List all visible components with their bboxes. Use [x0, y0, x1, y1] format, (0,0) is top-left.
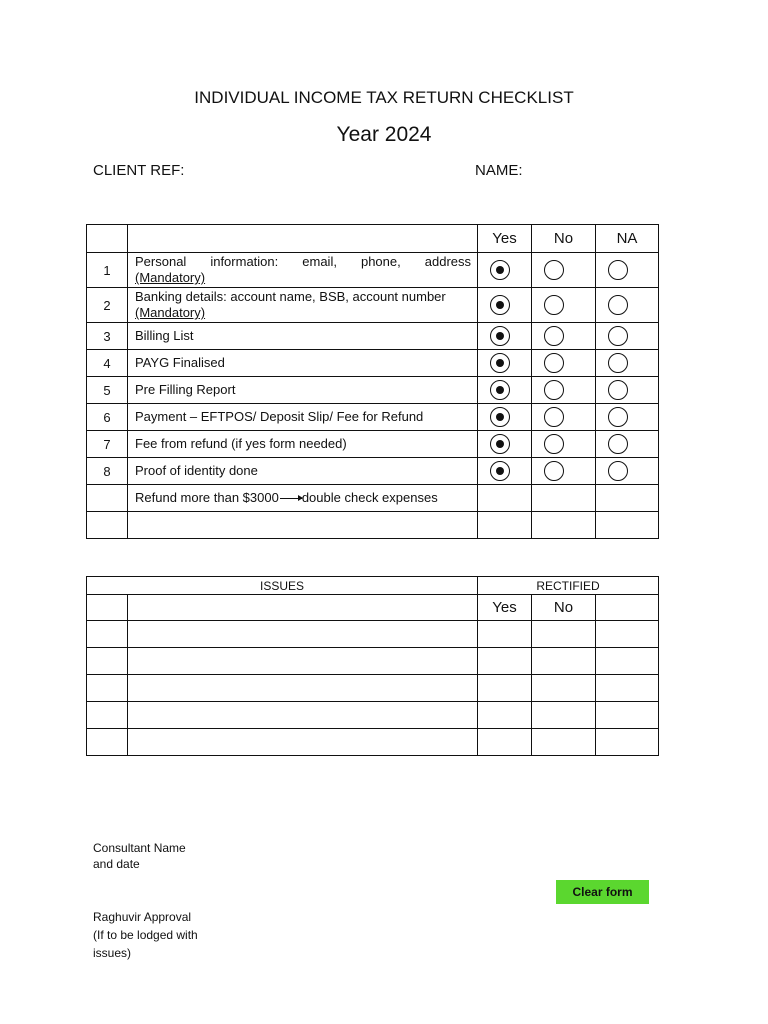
na-cell: [596, 350, 659, 377]
no-cell: [532, 350, 596, 377]
approval-line-1: Raghuvir Approval: [93, 910, 192, 924]
approval-label: [93, 908, 198, 962]
checklist-row: [87, 404, 659, 431]
radio-yes[interactable]: [490, 407, 510, 427]
radio-yes[interactable]: [490, 380, 510, 400]
issue-extra-cell[interactable]: [596, 729, 659, 756]
yes-cell: [478, 458, 532, 485]
radio-yes[interactable]: [490, 353, 510, 373]
radio-yes[interactable]: [490, 461, 510, 481]
na-cell: [596, 431, 659, 458]
issue-no-cell[interactable]: [532, 702, 596, 729]
checklist-row: [87, 431, 659, 458]
consultant-line-2: and date: [93, 857, 140, 871]
row-number: 5: [87, 377, 128, 404]
no-cell: [532, 288, 596, 323]
issue-yes-cell[interactable]: [478, 621, 532, 648]
column-header-na: NA: [596, 225, 659, 253]
checklist-row: [87, 458, 659, 485]
yes-cell: [478, 350, 532, 377]
row-text-word: phone,: [360, 254, 401, 269]
na-cell: [596, 323, 659, 350]
radio-na[interactable]: [608, 326, 628, 346]
issue-yes-cell[interactable]: [478, 729, 532, 756]
radio-no[interactable]: [544, 407, 564, 427]
empty-cell: [87, 595, 128, 621]
refund-note-after: double check expenses: [301, 490, 438, 505]
radio-yes[interactable]: [490, 295, 510, 315]
issue-row: [87, 729, 659, 756]
issue-no-cell[interactable]: [532, 621, 596, 648]
radio-no[interactable]: [544, 260, 564, 280]
issue-no-cell[interactable]: [532, 675, 596, 702]
row-text-word: address: [424, 254, 471, 269]
no-cell: [532, 404, 596, 431]
row-text: [135, 254, 471, 270]
empty-cell: [596, 485, 659, 512]
no-cell: [532, 431, 596, 458]
empty-cell: [87, 512, 128, 539]
row-number: 7: [87, 431, 128, 458]
yes-cell: [478, 404, 532, 431]
radio-na[interactable]: [608, 295, 628, 315]
checklist-table: [86, 224, 659, 539]
rectified-yes-header: Yes: [478, 595, 532, 621]
checklist-header-row: [87, 225, 659, 253]
issue-num-cell[interactable]: [87, 648, 128, 675]
checklist-row: [87, 253, 659, 288]
yes-cell: [478, 377, 532, 404]
issues-subheader-row: [87, 595, 659, 621]
issue-text-cell[interactable]: [128, 648, 478, 675]
approval-line-3: issues): [93, 946, 132, 960]
empty-cell: [596, 595, 659, 621]
na-cell: [596, 404, 659, 431]
no-cell: [532, 323, 596, 350]
approval-line-2: (If to be lodged with: [93, 928, 198, 942]
issue-yes-cell[interactable]: [478, 675, 532, 702]
issue-no-cell[interactable]: [532, 648, 596, 675]
refund-note: [128, 485, 478, 512]
issue-text-cell[interactable]: [128, 702, 478, 729]
checklist-row: [87, 350, 659, 377]
row-number: 1: [87, 253, 128, 288]
issue-extra-cell[interactable]: [596, 702, 659, 729]
row-text: Proof of identity done: [128, 458, 478, 485]
issue-extra-cell[interactable]: [596, 675, 659, 702]
issue-num-cell[interactable]: [87, 621, 128, 648]
empty-row: [87, 512, 659, 539]
radio-na[interactable]: [608, 407, 628, 427]
form-title: INDIVIDUAL INCOME TAX RETURN CHECKLIST: [194, 88, 574, 107]
radio-no[interactable]: [544, 461, 564, 481]
radio-na[interactable]: [608, 353, 628, 373]
issue-no-cell[interactable]: [532, 729, 596, 756]
yes-cell: [478, 288, 532, 323]
issue-row: [87, 621, 659, 648]
issue-text-cell[interactable]: [128, 729, 478, 756]
row-number: 6: [87, 404, 128, 431]
empty-cell: [532, 512, 596, 539]
header-cell-desc: [128, 225, 478, 253]
row-description: [128, 253, 478, 288]
row-description: [128, 288, 478, 323]
issue-row: [87, 675, 659, 702]
column-header-no: No: [532, 225, 596, 253]
radio-no[interactable]: [544, 353, 564, 373]
row-text-word: email,: [302, 254, 337, 269]
issue-yes-cell[interactable]: [478, 648, 532, 675]
row-text: PAYG Finalised: [128, 350, 478, 377]
radio-no[interactable]: [544, 434, 564, 454]
radio-yes[interactable]: [490, 326, 510, 346]
row-text: Billing List: [128, 323, 478, 350]
issues-table: [86, 576, 659, 756]
consultant-line-1: Consultant Name: [93, 841, 186, 855]
row-number: 4: [87, 350, 128, 377]
refund-note-before: Refund more than $3000: [135, 490, 279, 505]
radio-no[interactable]: [544, 326, 564, 346]
radio-yes[interactable]: [490, 434, 510, 454]
arrow-right-icon: [280, 498, 302, 499]
issue-text-cell[interactable]: [128, 675, 478, 702]
refund-note-row: [87, 485, 659, 512]
issue-num-cell[interactable]: [87, 675, 128, 702]
na-cell: [596, 253, 659, 288]
row-number: 3: [87, 323, 128, 350]
radio-no[interactable]: [544, 380, 564, 400]
radio-na[interactable]: [608, 260, 628, 280]
yes-cell: [478, 323, 532, 350]
issue-row: [87, 702, 659, 729]
empty-cell[interactable]: [128, 512, 478, 539]
row-text: Fee from refund (if yes form needed): [128, 431, 478, 458]
empty-cell: [128, 595, 478, 621]
empty-cell: [87, 485, 128, 512]
rectified-header: RECTIFIED: [478, 577, 659, 595]
empty-cell: [478, 485, 532, 512]
empty-cell: [596, 512, 659, 539]
issue-num-cell[interactable]: [87, 729, 128, 756]
issue-text-cell[interactable]: [128, 621, 478, 648]
na-cell: [596, 377, 659, 404]
empty-cell: [478, 512, 532, 539]
issue-yes-cell[interactable]: [478, 702, 532, 729]
row-text: Pre Filling Report: [128, 377, 478, 404]
na-cell: [596, 288, 659, 323]
yes-cell: [478, 253, 532, 288]
radio-na[interactable]: [608, 380, 628, 400]
na-cell: [596, 458, 659, 485]
empty-cell: [532, 485, 596, 512]
radio-na[interactable]: [608, 434, 628, 454]
header-cell-num: [87, 225, 128, 253]
yes-cell: [478, 431, 532, 458]
no-cell: [532, 253, 596, 288]
checklist-row: [87, 377, 659, 404]
row-number: 8: [87, 458, 128, 485]
form-year: Year 2024: [336, 123, 432, 146]
row-text: Banking details: account name, BSB, account number: [135, 289, 446, 304]
no-cell: [532, 458, 596, 485]
row-text: Payment – EFTPOS/ Deposit Slip/ Fee for Refund: [128, 404, 478, 431]
row-text-word: Personal: [135, 254, 187, 269]
checklist-row: [87, 323, 659, 350]
issues-header: ISSUES: [87, 577, 478, 595]
name-label: NAME:: [475, 162, 523, 179]
issue-extra-cell[interactable]: [596, 648, 659, 675]
consultant-label: [93, 840, 186, 872]
column-header-yes: Yes: [478, 225, 532, 253]
rectified-no-header: No: [532, 595, 596, 621]
mandatory-note: (Mandatory): [135, 270, 206, 285]
radio-yes[interactable]: [490, 260, 510, 280]
checklist-row: [87, 288, 659, 323]
clear-form-button[interactable]: Clear form: [556, 880, 649, 904]
no-cell: [532, 377, 596, 404]
radio-na[interactable]: [608, 461, 628, 481]
client-ref-label: CLIENT REF:: [93, 162, 185, 179]
radio-no[interactable]: [544, 295, 564, 315]
issue-row: [87, 648, 659, 675]
issues-header-row: [87, 577, 659, 595]
row-text-word: information:: [210, 254, 279, 269]
issue-extra-cell[interactable]: [596, 621, 659, 648]
mandatory-note: (Mandatory): [135, 305, 206, 320]
issue-num-cell[interactable]: [87, 702, 128, 729]
row-number: 2: [87, 288, 128, 323]
